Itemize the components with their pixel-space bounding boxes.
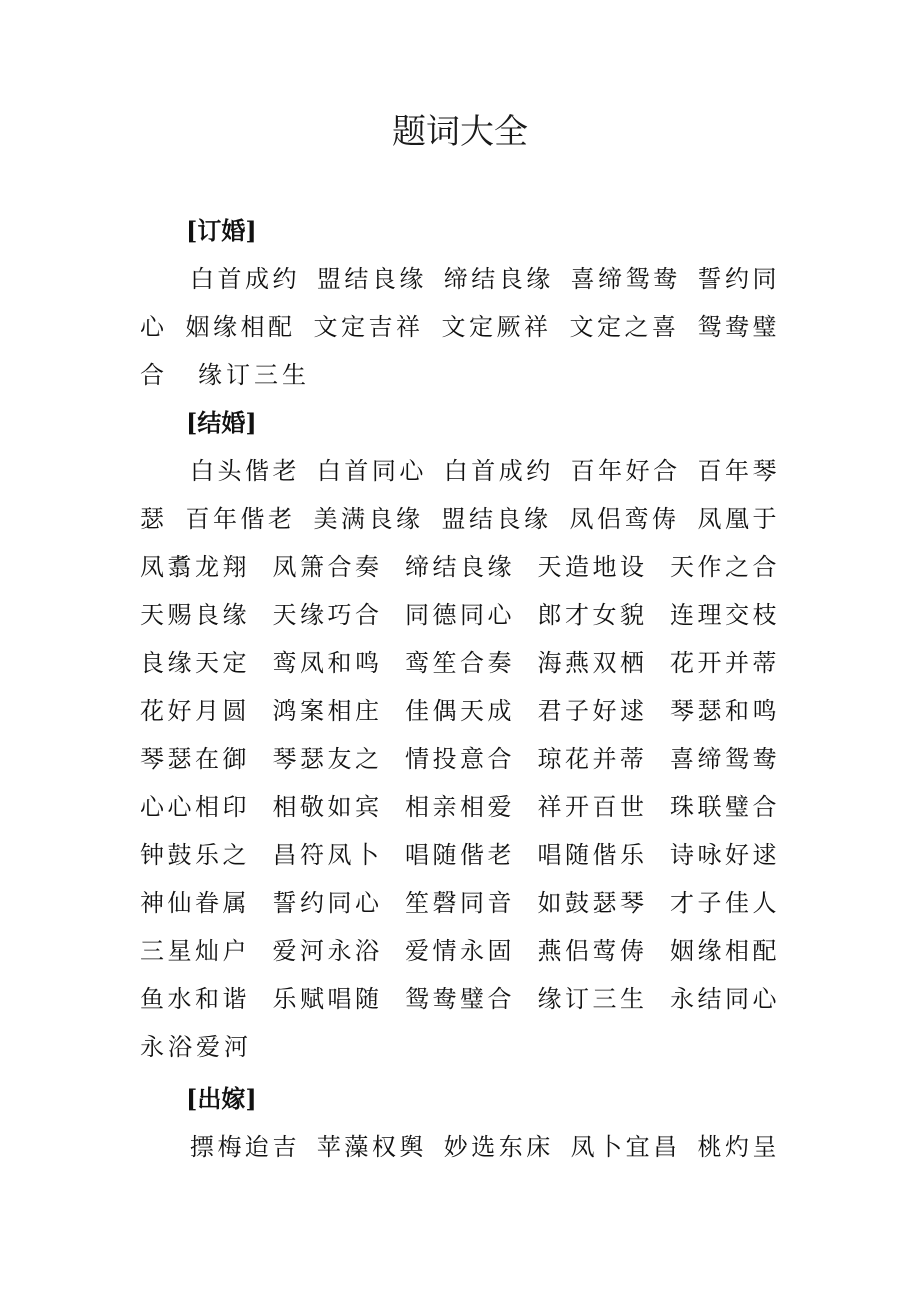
phrase: 花开并蒂 [670, 649, 780, 677]
phrase: 唱随偕乐 [537, 841, 648, 869]
text-line [140, 1123, 780, 1171]
phrase: 百年偕老 [185, 505, 296, 533]
phrase: 凤箫合奏 [272, 553, 383, 581]
phrase: 三星灿户 [140, 937, 250, 965]
text-line [140, 639, 780, 687]
text-line [140, 831, 780, 879]
phrase: 鱼水和谐 [140, 985, 250, 1013]
phrase: 祥开百世 [537, 793, 648, 821]
text-line [140, 879, 780, 927]
text-line [140, 927, 780, 975]
phrase: 珠联璧合 [670, 793, 780, 821]
phrase: 如鼓瑟琴 [537, 889, 648, 917]
phrase: 天赐良缘 [140, 601, 250, 629]
phrase: 鸿案相庄 [272, 697, 383, 725]
phrase: 郎才女貌 [537, 601, 648, 629]
text-line [140, 735, 780, 783]
phrase: 白首同心 [316, 457, 427, 485]
phrase: 同德同心 [405, 601, 515, 629]
phrase: 良缘天定 [140, 649, 250, 677]
page-title: 题词大全 [392, 112, 528, 152]
phrase: 百年好合 [570, 457, 681, 485]
phrase: 凤凰于 [697, 505, 780, 533]
phrase: 笙磬同音 [405, 889, 515, 917]
phrase: 白首成约 [443, 457, 554, 485]
text-line [140, 591, 780, 639]
phrase: 燕侣莺俦 [537, 937, 648, 965]
phrase: 才子佳人 [670, 889, 780, 917]
phrase: 神仙眷属 [140, 889, 250, 917]
phrase: 佳偶天成 [405, 697, 515, 725]
phrase: 钟鼓乐之 [140, 841, 250, 869]
section-heading-dinghun: [订婚] [186, 216, 257, 245]
phrase: 昌符凤卜 [272, 841, 383, 869]
text-line [140, 351, 780, 399]
phrase: 唱随偕老 [405, 841, 515, 869]
phrase: 相敬如宾 [272, 793, 383, 821]
phrase: 喜缔鸳鸯 [570, 265, 681, 293]
phrase: 缔结良缘 [405, 553, 515, 581]
text-line [140, 1023, 780, 1071]
phrase: 爱河永浴 [272, 937, 383, 965]
phrase: 盟结良缘 [316, 265, 427, 293]
phrase: 心心相印 [140, 793, 250, 821]
phrase: 文定厥祥 [441, 313, 552, 341]
phrase: 缘订三生 [537, 985, 648, 1013]
phrase: 凤翥龙翔 [140, 553, 250, 581]
phrase: 桃灼呈 [697, 1133, 780, 1161]
phrase: 凤卜宜昌 [570, 1133, 681, 1161]
phrase: 文定吉祥 [313, 313, 424, 341]
phrase: 苹藻权舆 [316, 1133, 427, 1161]
phrase: 心 [140, 313, 168, 341]
phrase: 乐赋唱随 [272, 985, 383, 1013]
text-line [140, 975, 780, 1023]
phrase: 天造地设 [537, 553, 648, 581]
text-line [140, 255, 780, 303]
phrase: 相亲相爱 [405, 793, 515, 821]
phrase: 爱情永固 [405, 937, 515, 965]
phrase: 喜缔鸳鸯 [670, 745, 780, 773]
phrase: 凤侣鸾俦 [569, 505, 680, 533]
phrase: 天缘巧合 [272, 601, 383, 629]
phrase: 琼花并蒂 [537, 745, 648, 773]
text-line [140, 783, 780, 831]
phrase: 缔结良缘 [443, 265, 554, 293]
phrase: 海燕双栖 [537, 649, 648, 677]
phrase: 诗咏好逑 [670, 841, 780, 869]
phrase: 鸳鸯璧合 [405, 985, 515, 1013]
phrase: 誓约同心 [272, 889, 383, 917]
phrase: 花好月圆 [140, 697, 250, 725]
phrase: 文定之喜 [569, 313, 680, 341]
phrase: 情投意合 [405, 745, 515, 773]
phrase: 誓约同 [697, 265, 780, 293]
text-line [140, 303, 780, 351]
section-heading-jiehun: [结婚] [186, 408, 257, 437]
phrase: 天作之合 [670, 553, 780, 581]
phrase: 琴瑟和鸣 [670, 697, 780, 725]
phrase: 白首成约 [190, 265, 300, 293]
text-line [140, 543, 780, 591]
phrase: 姻缘相配 [185, 313, 296, 341]
section-heading-chujia: [出嫁] [186, 1084, 257, 1113]
phrase: 永结同心 [670, 985, 780, 1013]
phrase: 缘订三生 [198, 361, 310, 389]
phrase: 摽梅迨吉 [190, 1133, 300, 1161]
phrase: 永浴爱河 [140, 1033, 252, 1061]
phrase: 美满良缘 [313, 505, 424, 533]
phrase: 鸳鸯璧 [697, 313, 780, 341]
phrase: 瑟 [140, 505, 168, 533]
text-line [140, 495, 780, 543]
phrase: 琴瑟在御 [140, 745, 250, 773]
phrase: 妙选东床 [443, 1133, 554, 1161]
phrase: 君子好逑 [537, 697, 648, 725]
text-line [140, 687, 780, 735]
text-line [140, 447, 780, 495]
phrase: 合 [140, 361, 168, 389]
phrase: 白头偕老 [190, 457, 300, 485]
phrase: 鸾凤和鸣 [272, 649, 383, 677]
phrase: 连理交枝 [670, 601, 780, 629]
phrase: 琴瑟友之 [272, 745, 383, 773]
phrase: 姻缘相配 [670, 937, 780, 965]
phrase: 百年琴 [697, 457, 780, 485]
phrase: 鸾笙合奏 [405, 649, 515, 677]
phrase: 盟结良缘 [441, 505, 552, 533]
